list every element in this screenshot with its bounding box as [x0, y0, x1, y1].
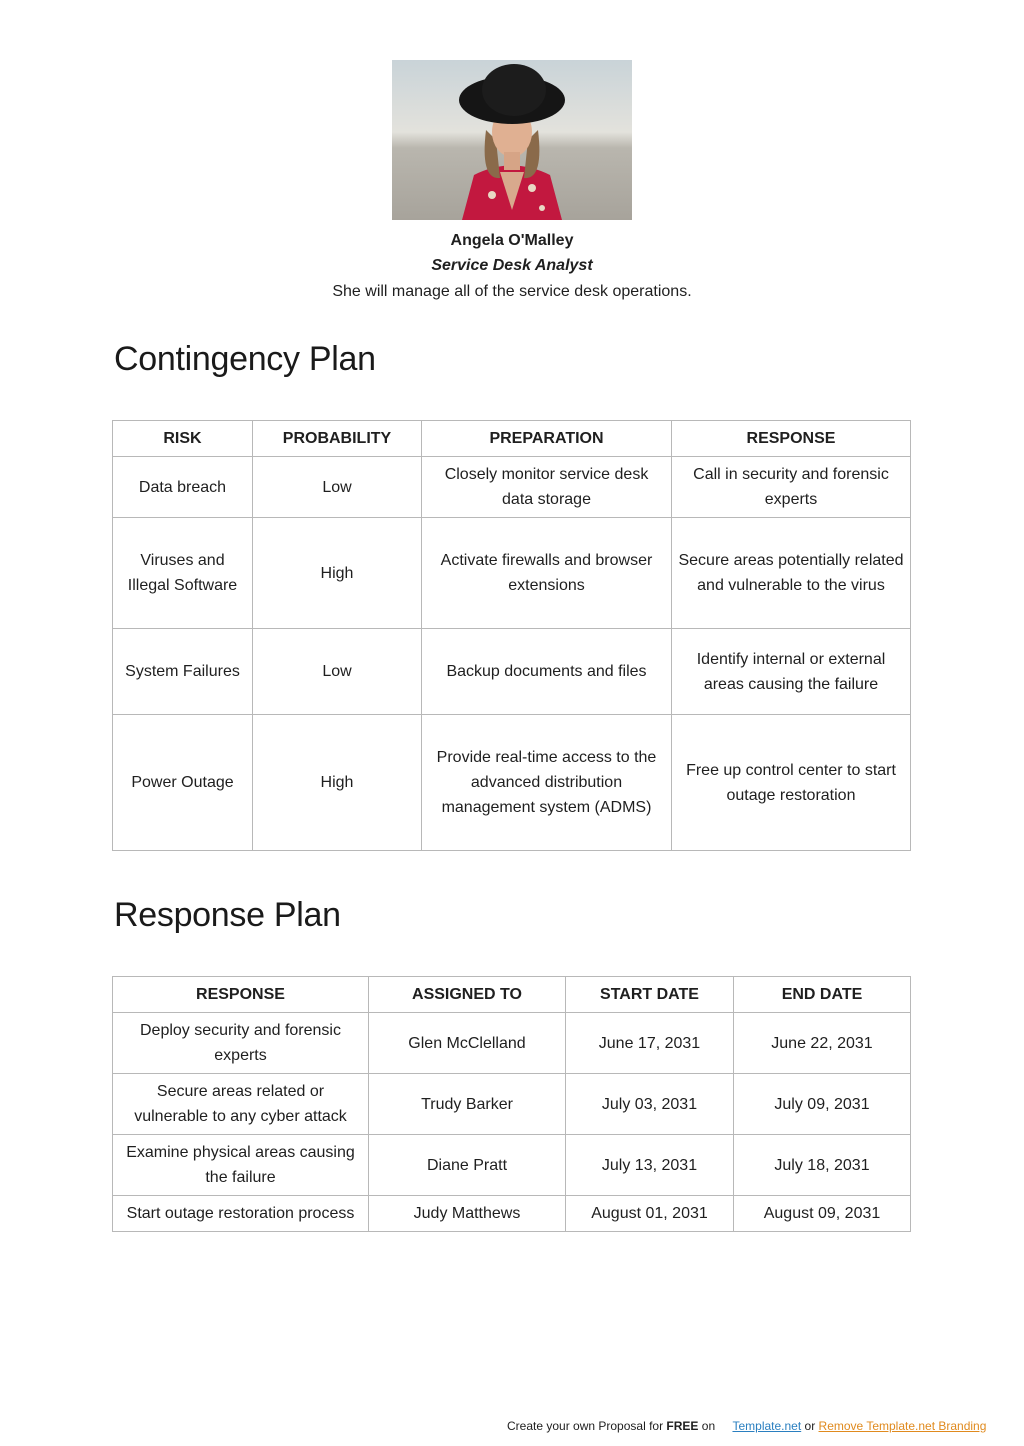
- table-cell: Power Outage: [113, 715, 253, 851]
- column-header: RESPONSE: [113, 977, 369, 1013]
- table-cell: Backup documents and files: [422, 629, 672, 715]
- column-header: END DATE: [734, 977, 911, 1013]
- column-header: PROBABILITY: [253, 421, 422, 457]
- table-cell: August 01, 2031: [566, 1196, 734, 1232]
- footer-or: or: [801, 1419, 819, 1433]
- footer-on: on: [698, 1419, 716, 1433]
- column-header: START DATE: [566, 977, 734, 1013]
- table-cell: Viruses and Illegal Software: [113, 518, 253, 629]
- table-header-row: [113, 977, 911, 1013]
- template-net-link[interactable]: Template.net: [732, 1419, 802, 1433]
- table-cell: Provide real-time access to the advanced distribution management system (ADMS): [422, 715, 672, 851]
- table-header-row: [113, 421, 911, 457]
- footer-free: FREE: [666, 1419, 699, 1433]
- footer-branding: [507, 1419, 986, 1433]
- table-cell: Data breach: [113, 457, 253, 518]
- profile-role: Service Desk Analyst: [431, 257, 593, 274]
- table-cell: Start outage restoration process: [113, 1196, 369, 1232]
- table-cell: Closely monitor service desk data storage: [422, 457, 672, 518]
- table-cell: High: [253, 518, 422, 629]
- response-table: [112, 976, 911, 1232]
- table-cell: Free up control center to start outage restoration: [672, 715, 911, 851]
- response-plan-title: Response Plan: [114, 896, 341, 934]
- table-cell: Diane Pratt: [369, 1135, 566, 1196]
- table-row: [113, 1196, 911, 1232]
- table-cell: July 09, 2031: [734, 1074, 911, 1135]
- table-cell: July 13, 2031: [566, 1135, 734, 1196]
- table-cell: Activate firewalls and browser extensions: [422, 518, 672, 629]
- table-cell: Identify internal or external areas causing the failure: [672, 629, 911, 715]
- table-row: [113, 715, 911, 851]
- column-header: PREPARATION: [422, 421, 672, 457]
- table-cell: Judy Matthews: [369, 1196, 566, 1232]
- table-row: [113, 629, 911, 715]
- table-cell: Glen McClelland: [369, 1013, 566, 1074]
- contingency-plan-title: Contingency Plan: [114, 340, 376, 378]
- table-row: [113, 1074, 911, 1135]
- table-row: [113, 1135, 911, 1196]
- footer-prefix: Create your own Proposal for: [507, 1419, 667, 1433]
- profile-description: She will manage all of the service desk operations.: [332, 283, 692, 300]
- table-cell: High: [253, 715, 422, 851]
- remove-branding-link[interactable]: Remove Template.net Branding: [818, 1419, 987, 1433]
- table-cell: Deploy security and forensic experts: [113, 1013, 369, 1074]
- table-cell: July 03, 2031: [566, 1074, 734, 1135]
- table-cell: Secure areas potentially related and vulnerable to the virus: [672, 518, 911, 629]
- table-cell: June 17, 2031: [566, 1013, 734, 1074]
- profile-photo: [392, 60, 632, 220]
- table-cell: July 18, 2031: [734, 1135, 911, 1196]
- profile-name: Angela O'Malley: [450, 232, 574, 249]
- table-row: [113, 518, 911, 629]
- table-cell: Secure areas related or vulnerable to any cyber attack: [113, 1074, 369, 1135]
- table-cell: August 09, 2031: [734, 1196, 911, 1232]
- column-header: ASSIGNED TO: [369, 977, 566, 1013]
- column-header: RESPONSE: [672, 421, 911, 457]
- table-cell: Examine physical areas causing the failure: [113, 1135, 369, 1196]
- table-cell: Call in security and forensic experts: [672, 457, 911, 518]
- table-cell: Low: [253, 629, 422, 715]
- table-cell: Trudy Barker: [369, 1074, 566, 1135]
- table-cell: System Failures: [113, 629, 253, 715]
- column-header: RISK: [113, 421, 253, 457]
- contingency-table: [112, 420, 911, 851]
- table-cell: June 22, 2031: [734, 1013, 911, 1074]
- table-cell: Low: [253, 457, 422, 518]
- table-row: [113, 1013, 911, 1074]
- table-row: [113, 457, 911, 518]
